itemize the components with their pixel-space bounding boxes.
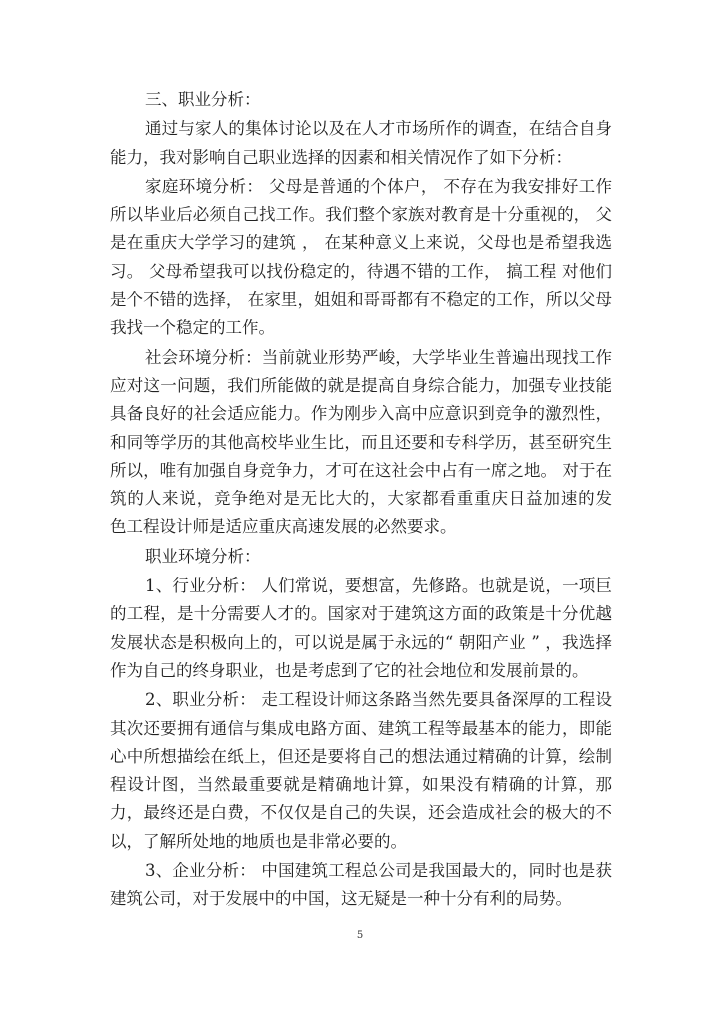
- text-line: 3、企业分析： 中国建筑工程总公司是我国最大的，同时也是获: [145, 861, 612, 881]
- paragraph: [110, 173, 612, 343]
- text-line: 心中所想描绘在纸上，但还是要将自己的想法通过精确的计算，绘制: [110, 746, 612, 766]
- text-line: 的工程，是十分需要人才的。国家对于建筑这方面的政策是十分优越: [110, 604, 612, 624]
- text-line: 我找一个稳定的工作。: [110, 318, 275, 338]
- text-line: 色工程设计师是适应重庆高速发展的必然要求。: [110, 517, 457, 537]
- paragraph: [110, 543, 612, 571]
- text-line: 所以毕业后必须自己找工作。我们整个家族对教育是十分重视的， 父: [110, 205, 612, 225]
- paragraph: [110, 344, 612, 542]
- text-line: 建筑公司，对于发展中的中国，这无疑是一种十分有利的局势。: [110, 889, 572, 909]
- text-line: 作为自己的终身职业，也是考虑到了它的社会地位和发展前景的。: [110, 660, 589, 680]
- text-line: 筑的人来说，竞争绝对是无比大的，大家都看重重庆日益加速的发: [110, 489, 612, 509]
- text-line: 三、职业分析：: [145, 90, 261, 109]
- text-line: 通过与家人的集体讨论以及在人才市场所作的调查，在结合自身: [145, 119, 612, 139]
- text-line: 社会环境分析：当前就业形势严峻，大学毕业生普遍出现找工作: [145, 347, 612, 367]
- text-line: 是在重庆大学学习的建筑 ， 在某种意义上来说，父母也是希望我选: [110, 233, 612, 253]
- paragraph: [110, 86, 612, 114]
- text-line: 家庭环境分析： 父母是普通的个体户， 不存在为我安排好工作: [145, 176, 612, 196]
- text-line: 能力，我对影响自己职业选择的因素和相关情况作了如下分析：: [110, 147, 572, 167]
- text-line: 其次还要拥有通信与集成电路方面、建筑工程等最基本的能力，即能: [110, 718, 612, 738]
- text-line: 1、行业分析： 人们常说，要想富，先修路。也就是说，一项巨: [145, 576, 612, 596]
- text-line: 程设计图，当然最重要就是精确地计算，如果没有精确的计算，那: [110, 775, 612, 795]
- text-line: 以，了解所处地的地质也是非常必要的。: [110, 831, 407, 851]
- text-line: 具备良好的社会适应能力。作为刚步入高中应意识到竞争的激烈性，: [110, 404, 612, 424]
- text-line: 应对这一问题，我们所能做的就是提高自身综合能力，加强专业技能: [110, 375, 612, 395]
- document-body: [110, 86, 612, 915]
- text-line: 所以，唯有加强自身竞争力，才可在这社会中占有一席之地。 对于在: [110, 460, 612, 480]
- text-line: 2、职业分析： 走工程设计师这条路当然先要具备深厚的工程设: [145, 690, 612, 710]
- paragraph: [110, 857, 612, 914]
- paragraph: [110, 115, 612, 172]
- text-line: 是个不错的选择， 在家里，姐姐和哥哥都有不稳定的工作，所以父母: [110, 290, 612, 310]
- text-line: 职业环境分析：: [145, 546, 261, 566]
- paragraph: [110, 572, 612, 685]
- text-line: 力，最终还是白费，不仅仅是自己的失误，还会造成社会的极大的不: [110, 803, 612, 823]
- text-line: 和同等学历的其他高校毕业生比，而且还要和专科学历，甚至研究生: [110, 432, 612, 452]
- text-line: 发展状态是积极向上的，可以说是属于永远的“ 朝阳产业 ” ，我选择: [110, 632, 612, 652]
- page-number: 5: [356, 930, 364, 941]
- paragraph: [110, 686, 612, 856]
- text-line: 习。 父母希望我可以找份稳定的，待遇不错的工作， 搞工程 对他们: [110, 261, 612, 281]
